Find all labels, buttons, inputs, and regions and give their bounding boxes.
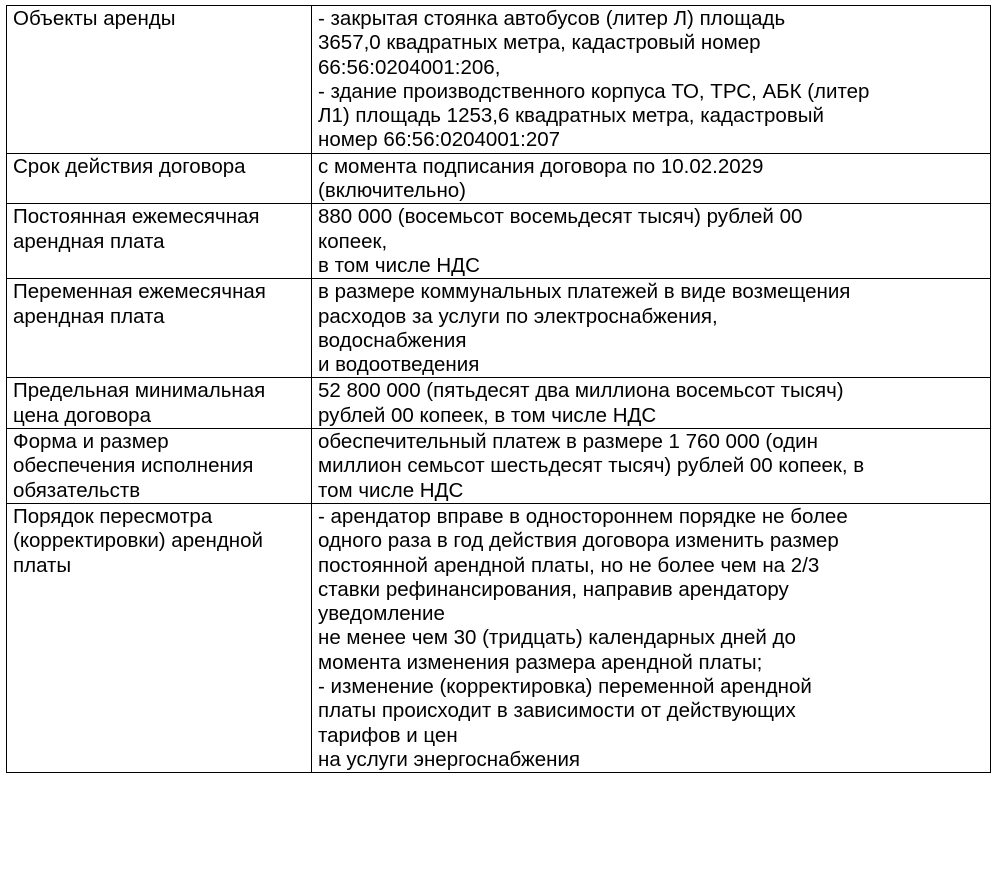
- table-row-variable-rent: [7, 279, 991, 378]
- lease-terms-table: [6, 5, 991, 773]
- row-label: Форма и размер обеспечения исполнения обязательств: [7, 429, 312, 504]
- row-value: в размере коммунальных платежей в виде возмещения расходов за услуги по электроснабжения, водоснабжения и водоотведения: [312, 279, 991, 378]
- row-label: Переменная ежемесячная арендная плата: [7, 279, 312, 378]
- row-value: 880 000 (восемьсот восемьдесят тысяч) рублей 00 копеек, в том числе НДС: [312, 204, 991, 279]
- row-label: Порядок пересмотра (корректировки) арендной платы: [7, 503, 312, 772]
- table-row-lease-objects: [7, 6, 991, 154]
- table-row-security-form: [7, 429, 991, 504]
- row-value: с момента подписания договора по 10.02.2029 (включительно): [312, 153, 991, 204]
- row-label: Постоянная ежемесячная арендная плата: [7, 204, 312, 279]
- row-label: Предельная минимальная цена договора: [7, 378, 312, 429]
- row-value: - арендатор вправе в одностороннем порядке не более одного раза в год действия договора изменить размер постоянной арендной платы, но не более чем на 2/3 ставки рефинансирования, направив арендатору уведомление не менее чем 30 (тридцать) календарных дней до момента изменения размера арендной платы; - изменение (корректировка) переменной арендной платы происходит в зависимости от действующих тарифов и цен на услуги энергоснабжения: [312, 503, 991, 772]
- table-row-fixed-rent: [7, 204, 991, 279]
- row-label: Объекты аренды: [7, 6, 312, 154]
- table-row-contract-term: [7, 153, 991, 204]
- table-row-minimum-price: [7, 378, 991, 429]
- row-value: обеспечительный платеж в размере 1 760 000 (один миллион семьсот шестьдесят тысяч) рублей 00 копеек, в том числе НДС: [312, 429, 991, 504]
- row-value: - закрытая стоянка автобусов (литер Л) площадь 3657,0 квадратных метра, кадастровый номер 66:56:0204001:206, - здание производственного корпуса ТО, ТРС, АБК (литер Л1) площадь 1253,6 квадратных метра, кадастровый номер 66:56:0204001:207: [312, 6, 991, 154]
- row-value: 52 800 000 (пятьдесят два миллиона восемьсот тысяч) рублей 00 копеек, в том числе НДС: [312, 378, 991, 429]
- row-label: Срок действия договора: [7, 153, 312, 204]
- table-row-rent-revision: [7, 503, 991, 772]
